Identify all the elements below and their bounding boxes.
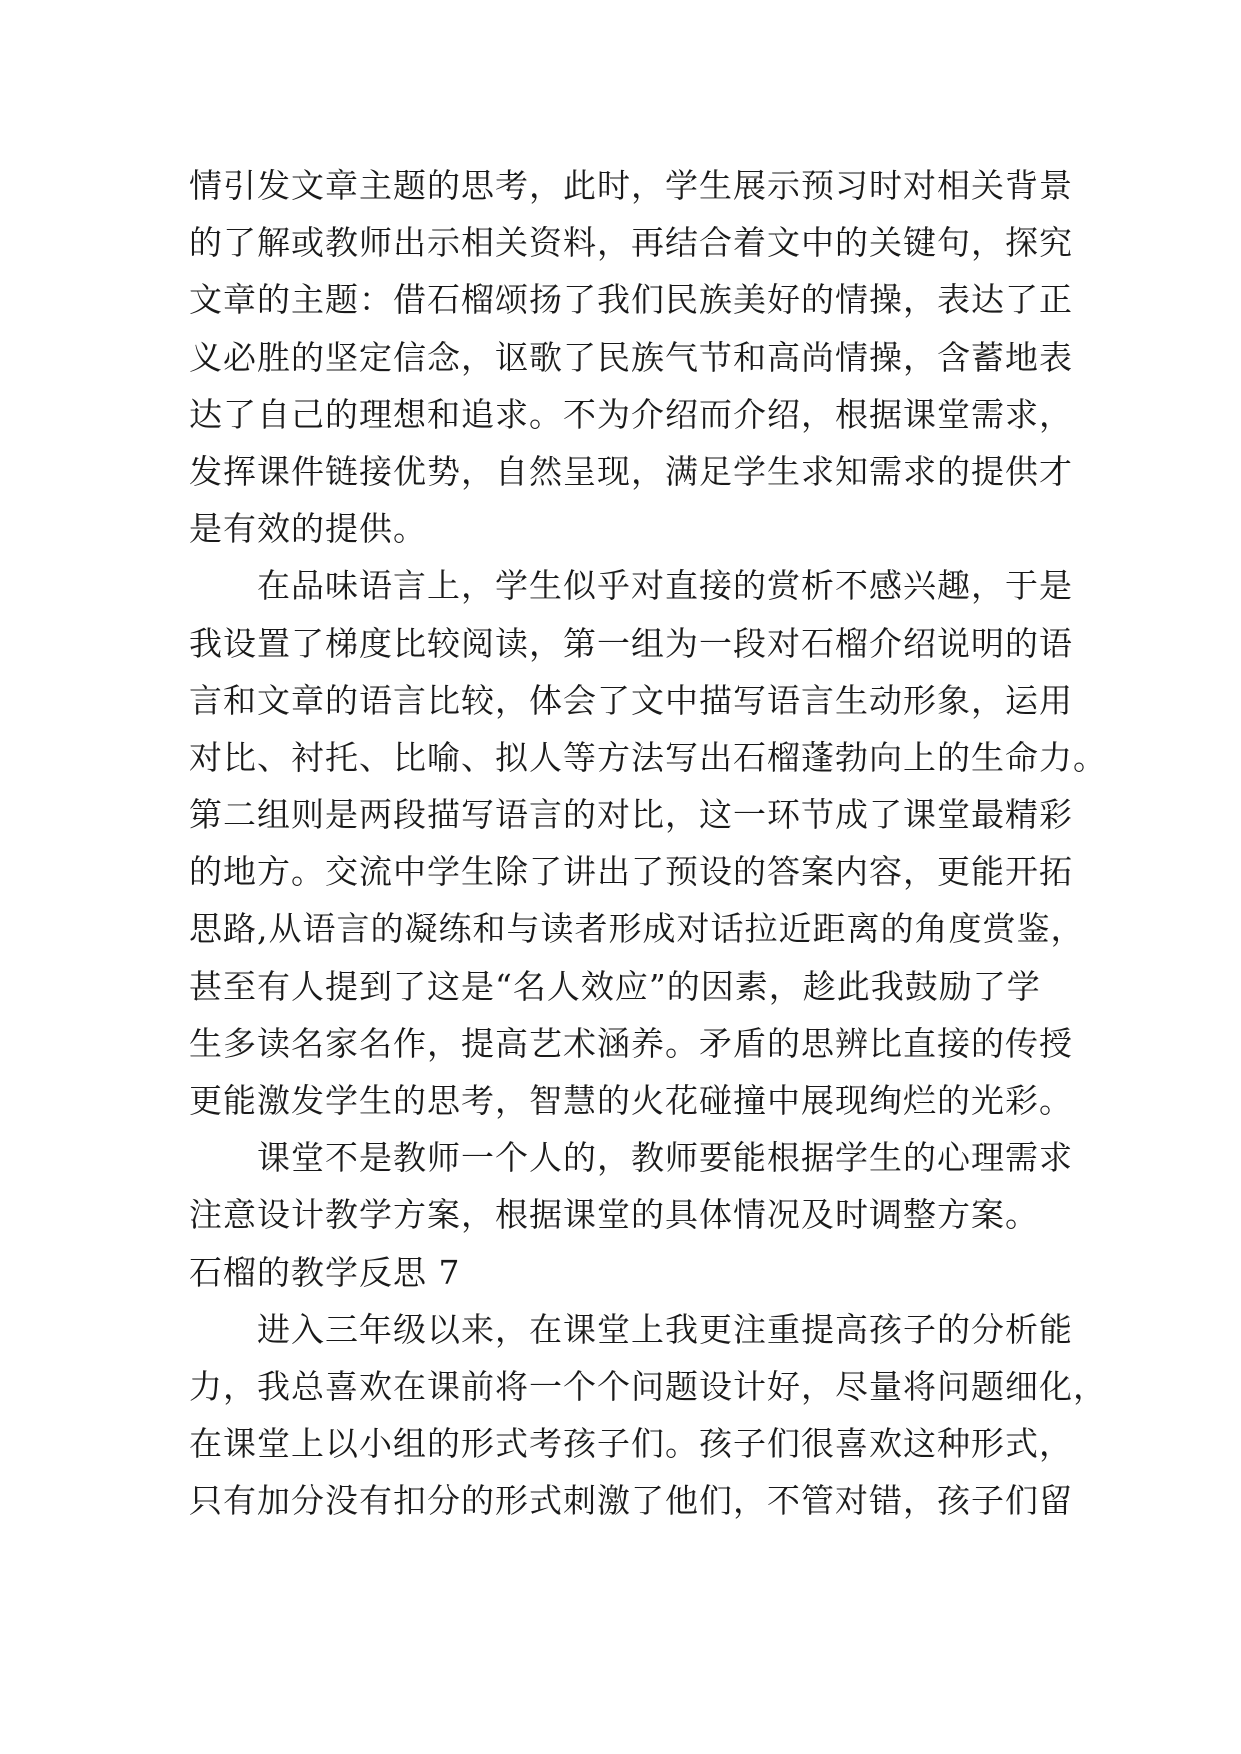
text-line: 情引发文章主题的思考，此时，学生展示预习时对相关背景 <box>189 166 1073 205</box>
text-line: 是有效的提供。 <box>189 509 427 549</box>
text-line: 的了解或教师出示相关资料，再结合着文中的关键句，探究 <box>189 223 1073 263</box>
text-line: 生多读名家名作，提高艺术涵养。矛盾的思辨比直接的传授 <box>189 1023 1073 1063</box>
text-line: 只有加分没有扣分的形式刺激了他们，不管对错，孩子们留 <box>189 1481 1073 1521</box>
text-line: 甚至有人提到了这是“名人效应”的因素，趁此我鼓励了学 <box>189 966 1041 1006</box>
text-line: 言和文章的语言比较，体会了文中描写语言生动形象，运用 <box>189 680 1073 720</box>
text-line: 义必胜的坚定信念，讴歌了民族气节和高尚情操，含蓄地表 <box>189 337 1073 377</box>
text-line: 更能激发学生的思考，智慧的火花碰撞中展现绚烂的光彩。 <box>189 1081 1073 1120</box>
text-line: 力，我总喜欢在课前将一个个问题设计好，尽量将问题细化， <box>189 1366 1107 1406</box>
text-line: 我设置了梯度比较阅读，第一组为一段对石榴介绍说明的语 <box>189 623 1073 663</box>
text-line: 对比、衬托、比喻、拟人等方法写出石榴蓬勃向上的生命力。 <box>189 737 1107 777</box>
body-text <box>189 157 1107 1530</box>
text-line: 在品味语言上，学生似乎对直接的赏析不感兴趣，于是 <box>257 566 1073 606</box>
text-line: 思路,从语言的凝练和与读者形成对话拉近距离的角度赏鉴， <box>189 909 1085 949</box>
text-line: 课堂不是教师一个人的，教师要能根据学生的心理需求 <box>257 1138 1073 1178</box>
text-line: 进入三年级以来，在课堂上我更注重提高孩子的分析能 <box>257 1309 1073 1349</box>
text-line: 第二组则是两段描写语言的对比，这一环节成了课堂最精彩 <box>189 795 1073 835</box>
text-line: 达了自己的理想和追求。不为介绍而介绍，根据课堂需求， <box>189 394 1073 434</box>
text-line: 在课堂上以小组的形式考孩子们。孩子们很喜欢这种形式， <box>189 1424 1073 1464</box>
text-line: 石榴的教学反思 7 <box>189 1252 461 1292</box>
text-line: 发挥课件链接优势，自然呈现，满足学生求知需求的提供才 <box>189 451 1073 491</box>
text-line: 注意设计教学方案，根据课堂的具体情况及时调整方案。 <box>189 1195 1039 1235</box>
text-line: 的地方。交流中学生除了讲出了预设的答案内容，更能开拓 <box>189 852 1073 892</box>
text-line: 文章的主题：借石榴颂扬了我们民族美好的情操，表达了正 <box>189 280 1073 320</box>
